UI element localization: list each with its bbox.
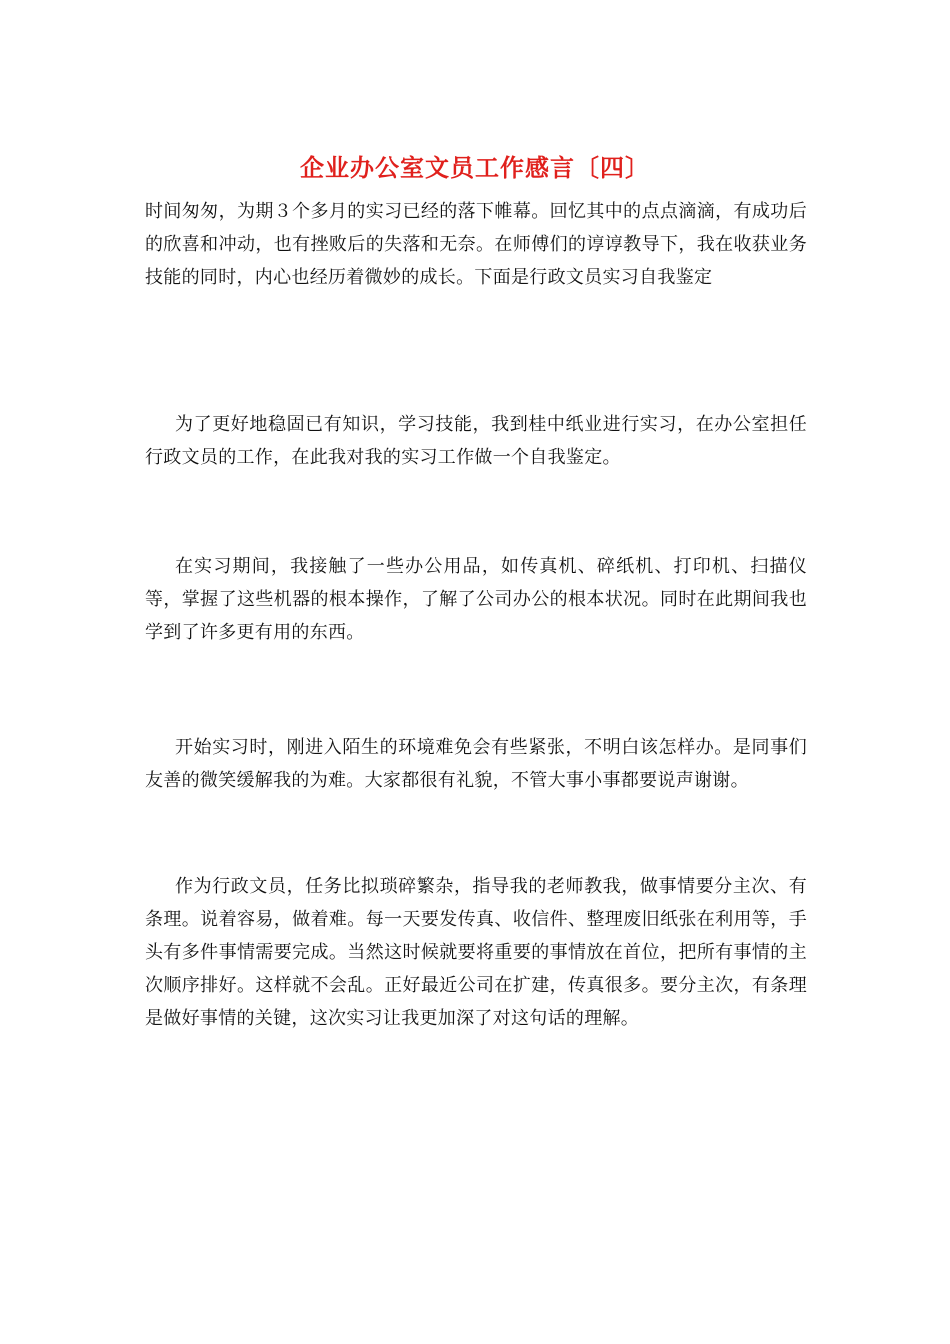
paragraph-office-equipment: 在实习期间，我接触了一些办公用品，如传真机、碎纸机、打印机、扫描仪等，掌握了这些机器的根本操作，了解了公司办公的根本状况。同时在此期间我也学到了许多更有用的东西。 — [145, 556, 807, 643]
paragraph-internship-purpose: 为了更好地稳固已有知识，学习技能，我到桂中纸业进行实习，在办公室担任行政文员的工作，在此我对我的实习工作做一个自我鉴定。 — [145, 414, 807, 468]
paragraph-priorities: 作为行政文员，任务比拟琐碎繁杂，指导我的老师教我，做事情要分主次、有条理。说着容易，做着难。每一天要发传真、收信件、整理废旧纸张在利用等，手头有多件事情需要完成。当然这时候就要将重要的事情放在首位，把所有事情的主次顺序排好。这样就不会乱。正好最近公司在扩建，传真很多。要分主次，有条理 是做好事情的关键，这次实习让我更加深了对这句话的理解。 — [145, 876, 807, 1029]
paragraph-intro: 时间匆匆，为期３个多月的实习已经的落下帷幕。回忆其中的点点滴滴，有成功后的欣喜和冲动，也有挫败后的失落和无奈。在师傅们的谆谆教导下，我在收获业务技能的同时，内心也经历着微妙的成长。下面是行政文员实习自我鉴定 — [145, 201, 807, 288]
document-title: 企业办公室文员工作感言〔四〕 — [300, 153, 650, 182]
paragraph-first-days: 开始实习时，刚进入陌生的环境难免会有些紧张，不明白该怎样办。是同事们友善的微笑缓解我的为难。大家都很有礼貌，不管大事小事都要说声谢谢。 — [145, 737, 807, 791]
